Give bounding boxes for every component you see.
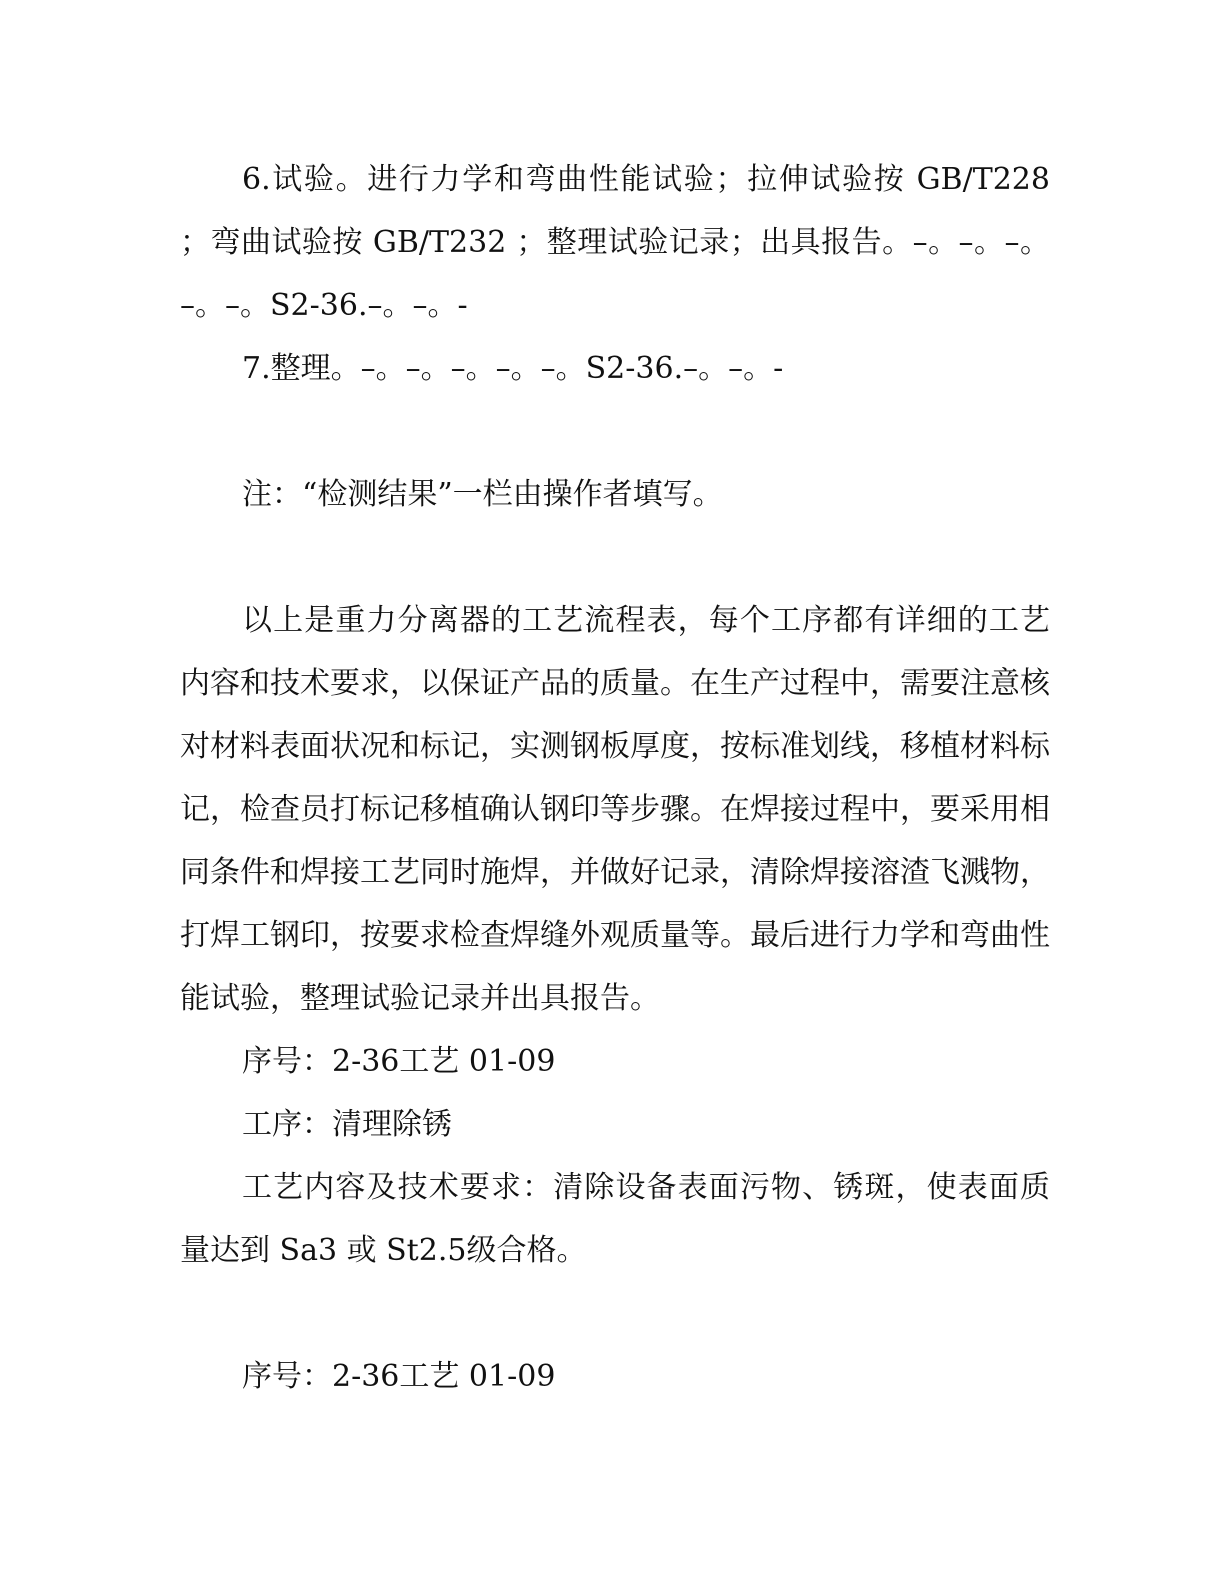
serial-number-line: 序号：2-36工艺 01-09 <box>242 1044 556 1079</box>
step-6-paragraph: 6.试验。进行力学和弯曲性能试验；拉伸试验按 GB/T228 ；弯曲试验按 GB/T232 ；整理试验记录；出具报告。–。–。–。–。–。S2-36.–。–。- <box>180 162 1050 323</box>
process-line: 工序：清理除锈 <box>242 1107 452 1142</box>
note-paragraph: 注：“检测结果”一栏由操作者填写。 <box>242 477 723 512</box>
spacer <box>180 526 1050 589</box>
serial-number-line-2: 序号：2-36工艺 01-09 <box>242 1359 556 1394</box>
step-7-paragraph: 7.整理。–。–。–。–。–。S2-36.–。–。- <box>242 351 784 386</box>
spacer <box>180 1282 1050 1345</box>
document-page <box>180 148 1050 1408</box>
requirements-paragraph: 工艺内容及技术要求：清除设备表面污物、锈斑，使表面质量达到 Sa3 或 St2.5级合格。 <box>180 1170 1050 1268</box>
spacer <box>180 400 1050 463</box>
summary-paragraph: 以上是重力分离器的工艺流程表，每个工序都有详细的工艺内容和技术要求，以保证产品的质量。在生产过程中，需要注意核对材料表面状况和标记，实测钢板厚度，按标准划线，移植材料标记，检查员打标记移植确认钢印等步骤。在焊接过程中，要采用相同条件和焊接工艺同时施焊，并做好记录，清除焊接溶渣飞溅物，打焊工钢印，按要求检查焊缝外观质量等。最后进行力学和弯曲性能试验，整理试验记录并出具报告。 <box>180 603 1050 1016</box>
